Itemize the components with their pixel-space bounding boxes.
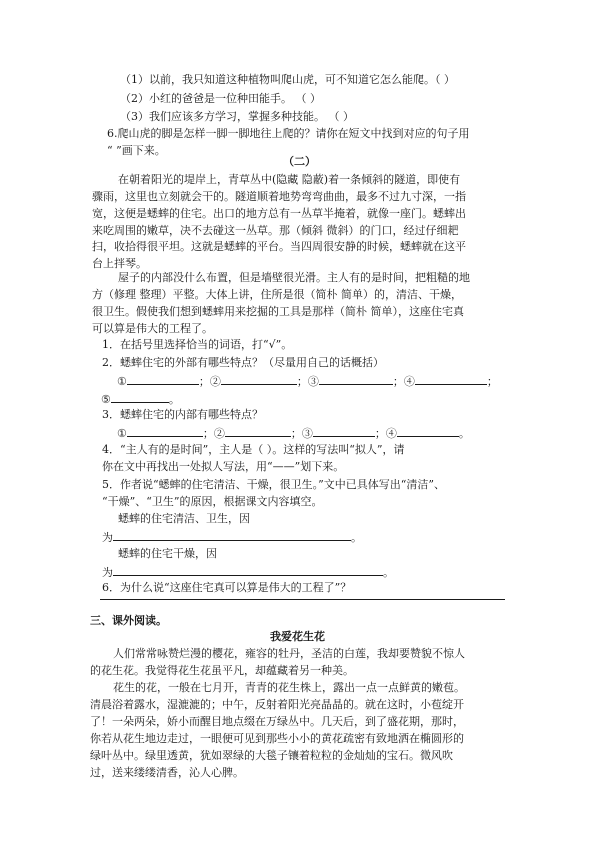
q3-blank-2[interactable]: [225, 425, 291, 437]
q2-blank-5[interactable]: [111, 391, 169, 403]
q3-label: ；②: [202, 427, 225, 440]
q2-label: ；: [486, 375, 498, 388]
q3-answer-row: [117, 425, 470, 441]
q5-item-3: （3）我们应该多方学习，掌握多种技能。 （ ）: [120, 110, 354, 123]
q3-question: 3．蟋蟀住宅的内部有哪些特点？: [102, 408, 263, 421]
section2-heading: （二）: [283, 155, 316, 168]
passage3-p1-line: 的花生花。我觉得花生花虽平凡，却蕴藏着另一种美。: [90, 664, 354, 677]
q2-answer-row-2: [101, 391, 180, 407]
passage2-p1-line: 骤雨，这里也立刻就会干的。隧道顺着地势弯弯曲曲，最多不过九寸深，一指: [92, 190, 466, 203]
q5-answer-row-dry: [102, 564, 394, 580]
q5-item-1: （1）以前，我只知道这种植物叫爬山虎，可不知道它怎么能爬。（ ）: [120, 73, 455, 86]
passage3-p2-line: 你若从花生地边走过，一眼便可见到那些小小的黄花疏密有致地洒在椭圆形的: [90, 732, 464, 745]
section3-title: 我爱花生花: [270, 630, 325, 643]
q2-blank-2[interactable]: [221, 373, 297, 385]
q5-prompt-clean: 蟋蟀的住宅清洁、卫生，因: [118, 512, 250, 525]
q2-label: ；②: [198, 375, 221, 388]
q5-question-line2: “干燥”、“卫生”的原因，根据课文内容填空。: [102, 495, 323, 508]
passage2-p1-line: 在朝着阳光的堤岸上，青草丛中(隐藏 隐蔽)着一条倾斜的隧道，即使有: [118, 173, 461, 186]
q2-question: 2．蟋蟀住宅的外部有哪些特点？（尽量用自己的话概括）: [102, 356, 384, 369]
q6-answer-line[interactable]: [100, 599, 505, 600]
q5-answer-prefix: 为: [102, 531, 113, 544]
q2-blank-3[interactable]: [319, 373, 393, 385]
q5-item-2: （2）小红的爸爸是一位种田能手。 （ ）: [120, 92, 321, 105]
passage3-p1-line: 人们常常咏赞烂漫的樱花，雍容的牡丹，圣洁的白莲，我却要赞貌不惊人: [113, 647, 465, 660]
q2-blank-1[interactable]: [127, 373, 199, 385]
passage3-p2-line: 过，送来缕缕清香，沁人心脾。: [90, 766, 244, 779]
q3-label: 。: [458, 427, 470, 440]
q4-question-line1: 4．“主人有的是时间”，主人是（ ）。这样的写法叫“拟人”，请: [102, 443, 405, 456]
q2-label: ⑤: [101, 393, 111, 406]
q2-blank-4[interactable]: [415, 373, 487, 385]
q2-label: ①: [117, 375, 127, 388]
passage2-p2-line: 方（修理 整理）平整。大体上讲，住所是很（简朴 简单）的，清洁、干燥，: [92, 288, 462, 301]
q3-blank-4[interactable]: [397, 425, 459, 437]
q5-answer-prefix: 为: [102, 566, 113, 579]
q3-label: ；④: [374, 427, 397, 440]
passage3-p2-line: 花生的花，一般在七月开，青青的花生株上，露出一点一点鲜黄的嫩苞。: [113, 681, 465, 694]
passage2-p1-line: 来吃周围的嫩草，决不去碰这一丛草。那（倾斜 微斜）的门口，经过仔细耙: [92, 224, 459, 237]
q6-question-line2: “ ”画下来。: [107, 144, 166, 157]
passage3-p2-line: 清晨浴着露水，湿漉漉的；中午，反射着阳光亮晶晶的。就在这时，小苞绽开: [90, 698, 464, 711]
q5-question-line1: 5．作者说“蟋蟀的住宅清洁、干燥，很卫生。”文中已具体写出“清洁”、: [102, 478, 445, 491]
q2-end: 。: [168, 393, 180, 406]
section3-heading: 三、课外阅读。: [90, 614, 167, 627]
passage3-p2-line: 绿叶丛中。绿里透黄，犹如翠绿的大毯子镶着粒粒的金灿灿的宝石。微风吹: [90, 749, 453, 762]
q5-answer-end: 。: [383, 566, 394, 579]
q1-question: 1．在括号里选择恰当的词语，打“√”。: [102, 338, 293, 351]
q3-blank-3[interactable]: [313, 425, 375, 437]
q5-blank-clean[interactable]: [113, 529, 351, 541]
passage2-p2-line: 可以算是伟大的工程了。: [92, 322, 213, 335]
passage2-p1-line: 宽，这便是蟋蟀的住宅。出口的地方总有一丛草半掩着，就像一座门。蟋蟀出: [92, 207, 466, 220]
q3-blank-1[interactable]: [127, 425, 203, 437]
passage2-p1-line: 台上拌琴。: [92, 257, 147, 270]
q5-prompt-dry: 蟋蟀的住宅干燥，因: [118, 547, 217, 560]
q4-question-line2: 你在文中再找出一处拟人写法，用“——”划下来。: [102, 460, 345, 473]
q2-answer-row: [117, 373, 498, 389]
q2-label: ；④: [392, 375, 415, 388]
passage2-p2-line: 很卫生。假使我们想到蟋蟀用来挖掘的工具是那样（简朴 简单），这座住宅真: [92, 305, 464, 318]
q6-question-line1: 6.爬山虎的脚是怎样一脚一脚地往上爬的？请你在短文中找到对应的句子用: [107, 127, 470, 140]
q2-label: ；③: [296, 375, 319, 388]
q5-answer-end: 。: [351, 531, 362, 544]
passage2-p2-line: 屋子的内部没什么布置，但是墙壁很光滑。主人有的是时间，把粗糙的地: [118, 271, 470, 284]
passage3-p2-line: 了！一朵两朵，娇小而醒目地点缀在万绿丛中。几天后，到了盛花期，那时，: [90, 715, 464, 728]
q3-label: ①: [117, 427, 127, 440]
q5-answer-row-clean: [102, 529, 362, 545]
q6-question: 6．为什么说“这座住宅真可以算是伟大的工程了”？: [102, 581, 352, 594]
q3-label: ；③: [290, 427, 313, 440]
passage2-p1-line: 扫，收拾得很平坦。这就是蟋蟀的平台。当四周很安静的时候，蟋蟀就在这平: [92, 240, 466, 253]
q5-blank-dry[interactable]: [113, 564, 383, 576]
